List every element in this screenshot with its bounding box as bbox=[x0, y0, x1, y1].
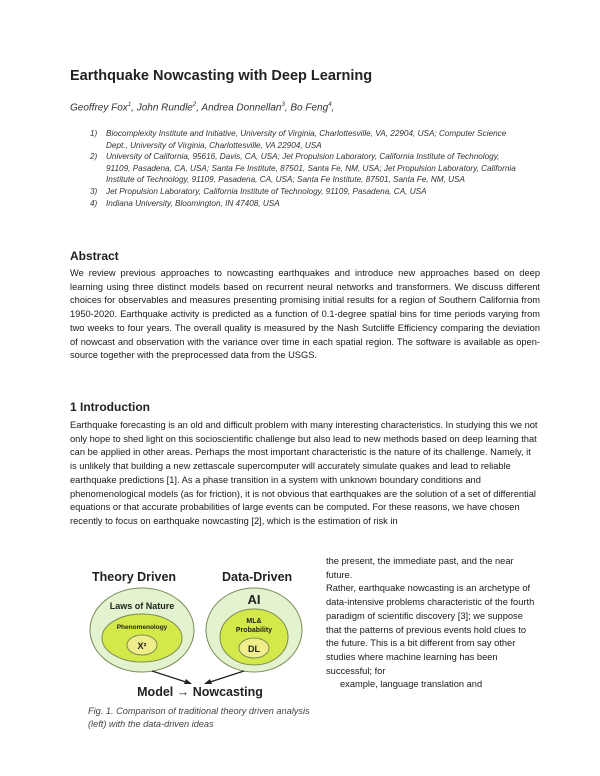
author-separator: , bbox=[331, 102, 335, 114]
dl-label: DL bbox=[248, 644, 260, 654]
affiliation-number: 2) bbox=[90, 152, 98, 162]
laws-of-nature-label: Laws of Nature bbox=[109, 601, 175, 611]
affiliation-text: University of California, 95616, Davis, CA, USA; Jet Propulsion Laboratory, California Institute of Technology, 91109, Pasadena, CA, USA; Santa Fe Institute, 87501, Santa Fe, NM, USA; Jet Propulsion Laboratory, California Institute of Technology, 91109, Pasadena, CA, USA; Santa Fe Institute, 87501, Santa Fe, NM, USA bbox=[106, 152, 516, 185]
affiliation-number: 3) bbox=[90, 186, 98, 196]
author-list bbox=[70, 102, 334, 113]
left-arrow-line bbox=[152, 671, 189, 683]
affiliation-item bbox=[70, 151, 520, 186]
author-name: John Rundle bbox=[136, 102, 193, 114]
figure-1-diagram bbox=[88, 565, 308, 700]
affiliation-item bbox=[70, 128, 520, 151]
left-arrow-head bbox=[184, 679, 192, 684]
figure-1-caption: Fig. 1. Comparison of traditional theory driven analysis (left) with the data-driven ideas bbox=[88, 706, 310, 729]
introduction-column-text bbox=[326, 555, 540, 692]
ml-label: ML& bbox=[246, 618, 262, 625]
affiliation-number: 1) bbox=[90, 129, 98, 138]
author-name: Geoffrey Fox bbox=[70, 102, 128, 114]
author-mark: 4 bbox=[328, 102, 332, 108]
author-mark: 1 bbox=[127, 102, 132, 108]
affiliation-text: Indiana University, Bloomington, IN 47408, USA bbox=[106, 198, 280, 208]
abstract-body: We review previous approaches to nowcasting earthquakes and introduce new approaches based on deep learning using three distinct models based on recurrent neural networks and transformers. We discuss different choices for observables and measures presenting promising initial results for a region of Southern California from 1950-2020. Earthquake activity is predicted as a function of 0.1-degree spatial bins for time periods varying from two weeks to four years. The overall quality is measured by the Nash Sutcliffe Efficiency comparing the deviation of nowcast and observation with the variance over time in each spatial region. The software is available as open-source together with the preprocessed data from the USGS. bbox=[70, 268, 540, 361]
data-driven-heading: Data-Driven bbox=[222, 570, 293, 584]
abstract-heading: Abstract bbox=[70, 249, 119, 263]
column-paragraph: example, language translation and bbox=[340, 679, 483, 690]
author-mark: 3 bbox=[281, 102, 285, 108]
column-paragraph: Rather, earthquake nowcasting is an archetype of data-intensive problems characteristic of the fourth paradigm of scientific discovery [3]; we suppose that the patterns of previous events hold clues to the future. This is a bit different from say other studies where machine learning has been successful; for bbox=[326, 583, 535, 676]
affiliation-item bbox=[70, 198, 520, 210]
column-paragraph: the present, the immediate past, and the near future. bbox=[326, 556, 514, 580]
author-name: Andrea Donnellan bbox=[201, 102, 282, 114]
phenomenology-label: Phenomenology bbox=[116, 624, 168, 631]
affiliation-item bbox=[70, 186, 520, 198]
introduction-body: Earthquake forecasting is an old and difficult problem with many interesting characteristics. In studying this we not only hope to shed light on this socioscientific challenge but also lead to new methods based on deep learning that can be applied in other areas. Perhaps the most important characteristic is the nature of its challenge. Namely, it is unlikely that building a new zettascale supercomputer will accurately simulate quakes and lead to reliable earthquake predictions [1]. As a phase transition in a system with unknown boundary conditions and phenomenological models (as for friction), it is not obvious that earthquakes are the solution of a set of differential equations or that accurate probabilities of large events can be computed. For these reasons, we have chosen recently to focus on earthquake nowcasting [2], which is the estimation of risk in bbox=[70, 420, 538, 526]
affiliation-text: Biocomplexity Institute and Initiative, University of Virginia, Charlottesville, VA, 22904, USA; Computer Science Dept., University of Virginia, Charlottesville, VA 22904, USA bbox=[106, 129, 507, 150]
author-separator: , bbox=[131, 102, 137, 114]
ai-label: AI bbox=[247, 592, 261, 607]
x-squared-label: X² bbox=[137, 641, 147, 651]
author-mark: 2 bbox=[192, 102, 197, 108]
author-separator: , bbox=[284, 102, 291, 114]
author-separator: , bbox=[196, 102, 202, 114]
affiliation-list bbox=[70, 128, 520, 209]
affiliation-text: Jet Propulsion Laboratory, California Institute of Technology, 91109, Pasadena, CA, USA bbox=[106, 186, 427, 196]
affiliation-number: 4) bbox=[90, 198, 98, 208]
right-arrow-line bbox=[207, 671, 244, 683]
model-nowcasting-label: Model → Nowcasting bbox=[137, 685, 263, 699]
theory-driven-heading: Theory Driven bbox=[92, 570, 177, 584]
introduction-heading: 1 Introduction bbox=[70, 400, 150, 414]
paper-title: Earthquake Nowcasting with Deep Learning bbox=[70, 68, 373, 84]
probability-label: Probability bbox=[235, 627, 273, 634]
right-arrow-head bbox=[204, 679, 212, 684]
author-name: Bo Feng bbox=[290, 102, 329, 114]
